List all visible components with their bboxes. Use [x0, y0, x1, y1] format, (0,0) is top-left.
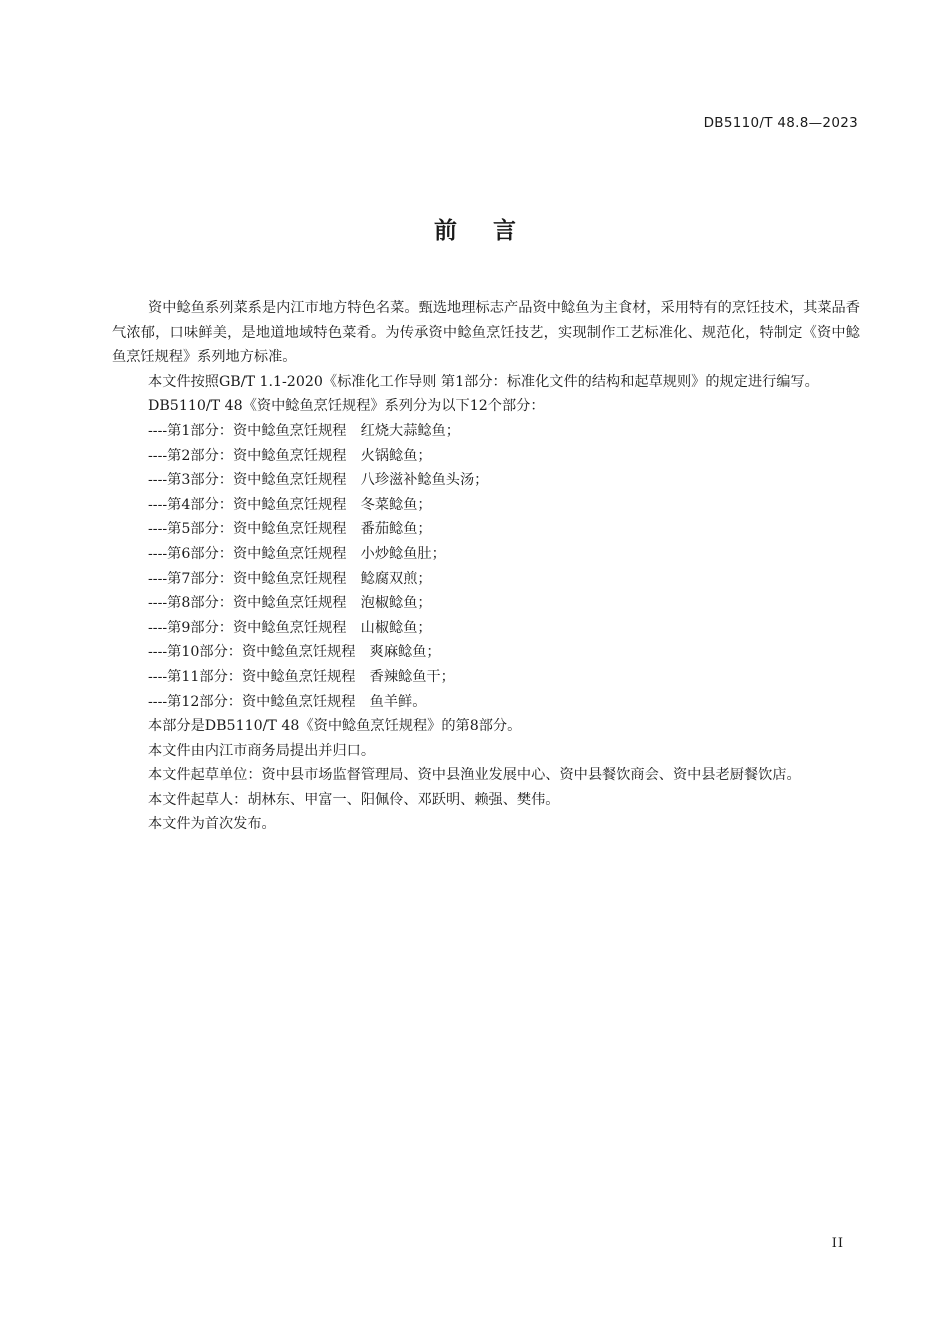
drafters-paragraph: 本文件起草人：胡林东、甲富一、阳佩伶、邓跃明、赖强、樊伟。 — [148, 791, 560, 808]
list-item: ----第1部分：资中鲶鱼烹饪规程 红烧大蒜鲶鱼； — [148, 422, 460, 439]
list-item: ----第10部分：资中鲶鱼烹饪规程 爽麻鲶鱼； — [148, 644, 441, 661]
series-intro-paragraph: DB5110/T 48《资中鲶鱼烹饪规程》系列分为以下12个部分： — [148, 398, 545, 415]
drafting-units-paragraph: 本文件起草单位：资中县市场监督管理局、资中县渔业发展中心、资中县餐饮商会、资中县老厨餐饮店。 — [148, 767, 801, 784]
intro-paragraph: 资中鲶鱼系列菜系是内江市地方特色名菜。甄选地理标志产品资中鲶鱼为主食材，采用特有的烹饪技术，其菜品香气浓郁，口味鲜美，是地道地域特色菜肴。为传承资中鲶鱼烹饪技艺，实现制作工艺标准化、规范化，特制定《资中鲶鱼烹饪规程》系列地方标准。 — [112, 300, 860, 366]
first-release-paragraph: 本文件为首次发布。 — [148, 816, 276, 833]
list-item: ----第7部分：资中鲶鱼烹饪规程 鲶腐双煎； — [148, 570, 432, 587]
this-part-paragraph: 本部分是DB5110/T 48《资中鲶鱼烹饪规程》的第8部分。 — [148, 718, 522, 735]
list-item: ----第11部分：资中鲶鱼烹饪规程 香辣鲶鱼干； — [148, 668, 455, 685]
list-item: ----第2部分：资中鲶鱼烹饪规程 火锅鲶鱼； — [148, 447, 432, 464]
drafting-rule-paragraph: 本文件按照GB/T 1.1-2020《标准化工作导则 第1部分：标准化文件的结构和起草规则》的规定进行编写。 — [148, 373, 819, 390]
list-item: ----第12部分：资中鲶鱼烹饪规程 鱼羊鲜。 — [148, 693, 427, 710]
page-number: II — [831, 1236, 844, 1251]
page-title-first-char: 前 — [434, 218, 457, 244]
list-item: ----第5部分：资中鲶鱼烹饪规程 番茄鲶鱼； — [148, 521, 432, 538]
list-item: ----第6部分：资中鲶鱼烹饪规程 小炒鲶鱼肚； — [148, 545, 446, 562]
list-item: ----第9部分：资中鲶鱼烹饪规程 山椒鲶鱼； — [148, 619, 432, 636]
page-title-second-char: 言 — [493, 218, 516, 244]
parts-list — [112, 419, 860, 714]
list-item: ----第4部分：资中鲶鱼烹饪规程 冬菜鲶鱼； — [148, 496, 432, 513]
page-title — [0, 212, 950, 245]
document-code: DB5110/T 48.8—2023 — [703, 115, 858, 131]
list-item: ----第3部分：资中鲶鱼烹饪规程 八珍滋补鲶鱼头汤； — [148, 472, 489, 489]
proposer-paragraph: 本文件由内江市商务局提出并归口。 — [148, 742, 376, 759]
list-item: ----第8部分：资中鲶鱼烹饪规程 泡椒鲶鱼； — [148, 595, 432, 612]
foreword-body — [112, 296, 860, 837]
